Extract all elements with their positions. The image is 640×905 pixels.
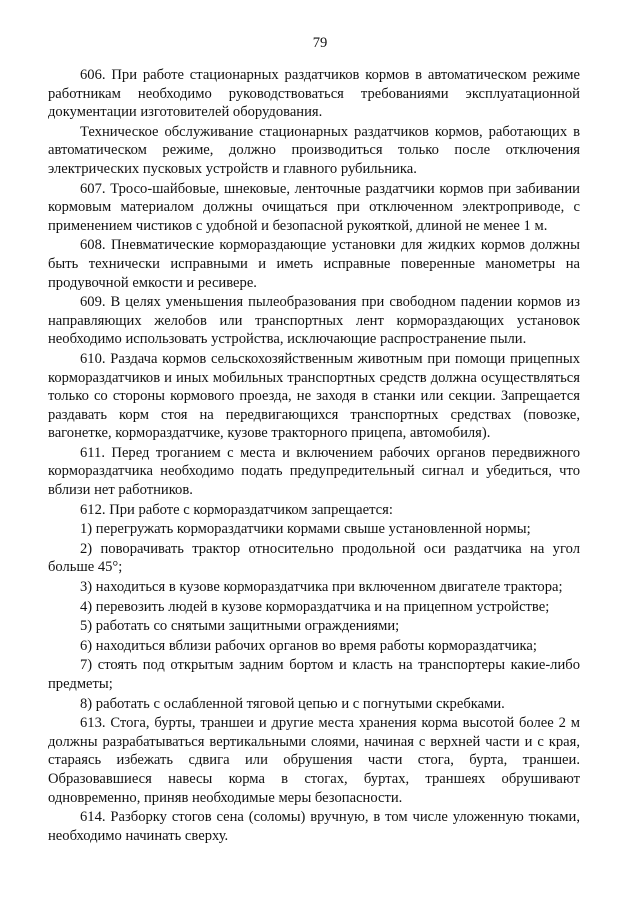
paragraph-608: 608. Пневматические кормораздающие установки для жидких кормов должны быть технически исправными и иметь исправные поверенные манометры на продувочной емкости и ресивере. xyxy=(48,237,580,291)
list-item-612-4: 4) перевозить людей в кузове кормораздатчика и на прицепном устройстве; xyxy=(80,598,550,615)
list-item-612-2: 2) поворачивать трактор относительно продольной оси раздатчика на угол больше 45°; xyxy=(48,540,580,576)
paragraph-610: 610. Раздача кормов сельскохозяйственным животным при помощи прицепных кормораздатчиков и иных мобильных транспортных средств должна осуществляться только со стороны кормового проезда, не заходя в станки или секции. Запрещается раздавать корм стоя на передвигающихся транспортных средствах (повозке, вагонетке, кормораздатчике, кузове тракторного прицепа, автомобиля). xyxy=(48,350,580,442)
paragraph-614: 614. Разборку стогов сена (соломы) вручную, в том числе уложенную тюками, необходимо начинать сверху. xyxy=(48,809,580,844)
paragraph-606-maintenance: Техническое обслуживание стационарных раздатчиков кормов, работающих в автоматическом режиме, должно производиться только после отключения электрических пусковых устройств и главного рубильника. xyxy=(48,123,580,177)
paragraph-613: 613. Стога, бурты, траншеи и другие места хранения корма высотой более 2 м должны разрабатываться вертикальными слоями, начиная с верхней части и с края, стараясь избежать сдвига или обрушения части стога, бурта, траншеи. Образовавшиеся навесы корма в стогах, буртах, траншеях обрушивают одновременно, приняв необходимые меры безопасности. xyxy=(48,715,580,806)
list-item-612-8: 8) работать с ослабленной тяговой цепью и с погнутыми скребками. xyxy=(80,695,505,712)
paragraph-607: 607. Тросо-шайбовые, шнековые, ленточные раздатчики кормов при забивании кормовым материалом должны очищаться при отключенном электроприводе, с применением чистиков с удобной и безопасной рукояткой, длиной не менее 1 м. xyxy=(48,180,580,234)
list-item-612-7: 7) стоять под открытым задним бортом и класть на транспортеры какие-либо предметы; xyxy=(48,657,580,692)
list-item-612-5: 5) работать со снятыми защитными ограждениями; xyxy=(80,618,400,635)
paragraph-609: 609. В целях уменьшения пылеобразования при свободном падении кормов из направляющих желобов или транспортных лент кормораздающих установок необходимо использовать устройства, исключающие распространение пыли. xyxy=(48,294,580,348)
list-item-612-1: 1) перегружать кормораздатчики кормами свыше установленной нормы; xyxy=(80,521,531,538)
paragraph-612: 612. При работе с кормораздатчиком запрещается: xyxy=(80,501,393,518)
list-item-612-3: 3) находиться в кузове кормораздатчика при включенном двигателе трактора; xyxy=(80,579,563,596)
paragraph-611: 611. Перед троганием с места и включением рабочих органов передвижного кормораздатчика необходимо подать предупредительный сигнал и убедиться, что вблизи нет работников. xyxy=(48,444,580,499)
document-body xyxy=(48,66,580,846)
page-number: 79 xyxy=(312,35,328,51)
list-item-612-6: 6) находиться вблизи рабочих органов во время работы кормораздатчика; xyxy=(80,637,537,654)
paragraph-606: 606. При работе стационарных раздатчиков кормов в автоматическом режиме работникам необходимо руководствоваться требованиями эксплуатационной документации изготовителей оборудования. xyxy=(48,67,580,121)
